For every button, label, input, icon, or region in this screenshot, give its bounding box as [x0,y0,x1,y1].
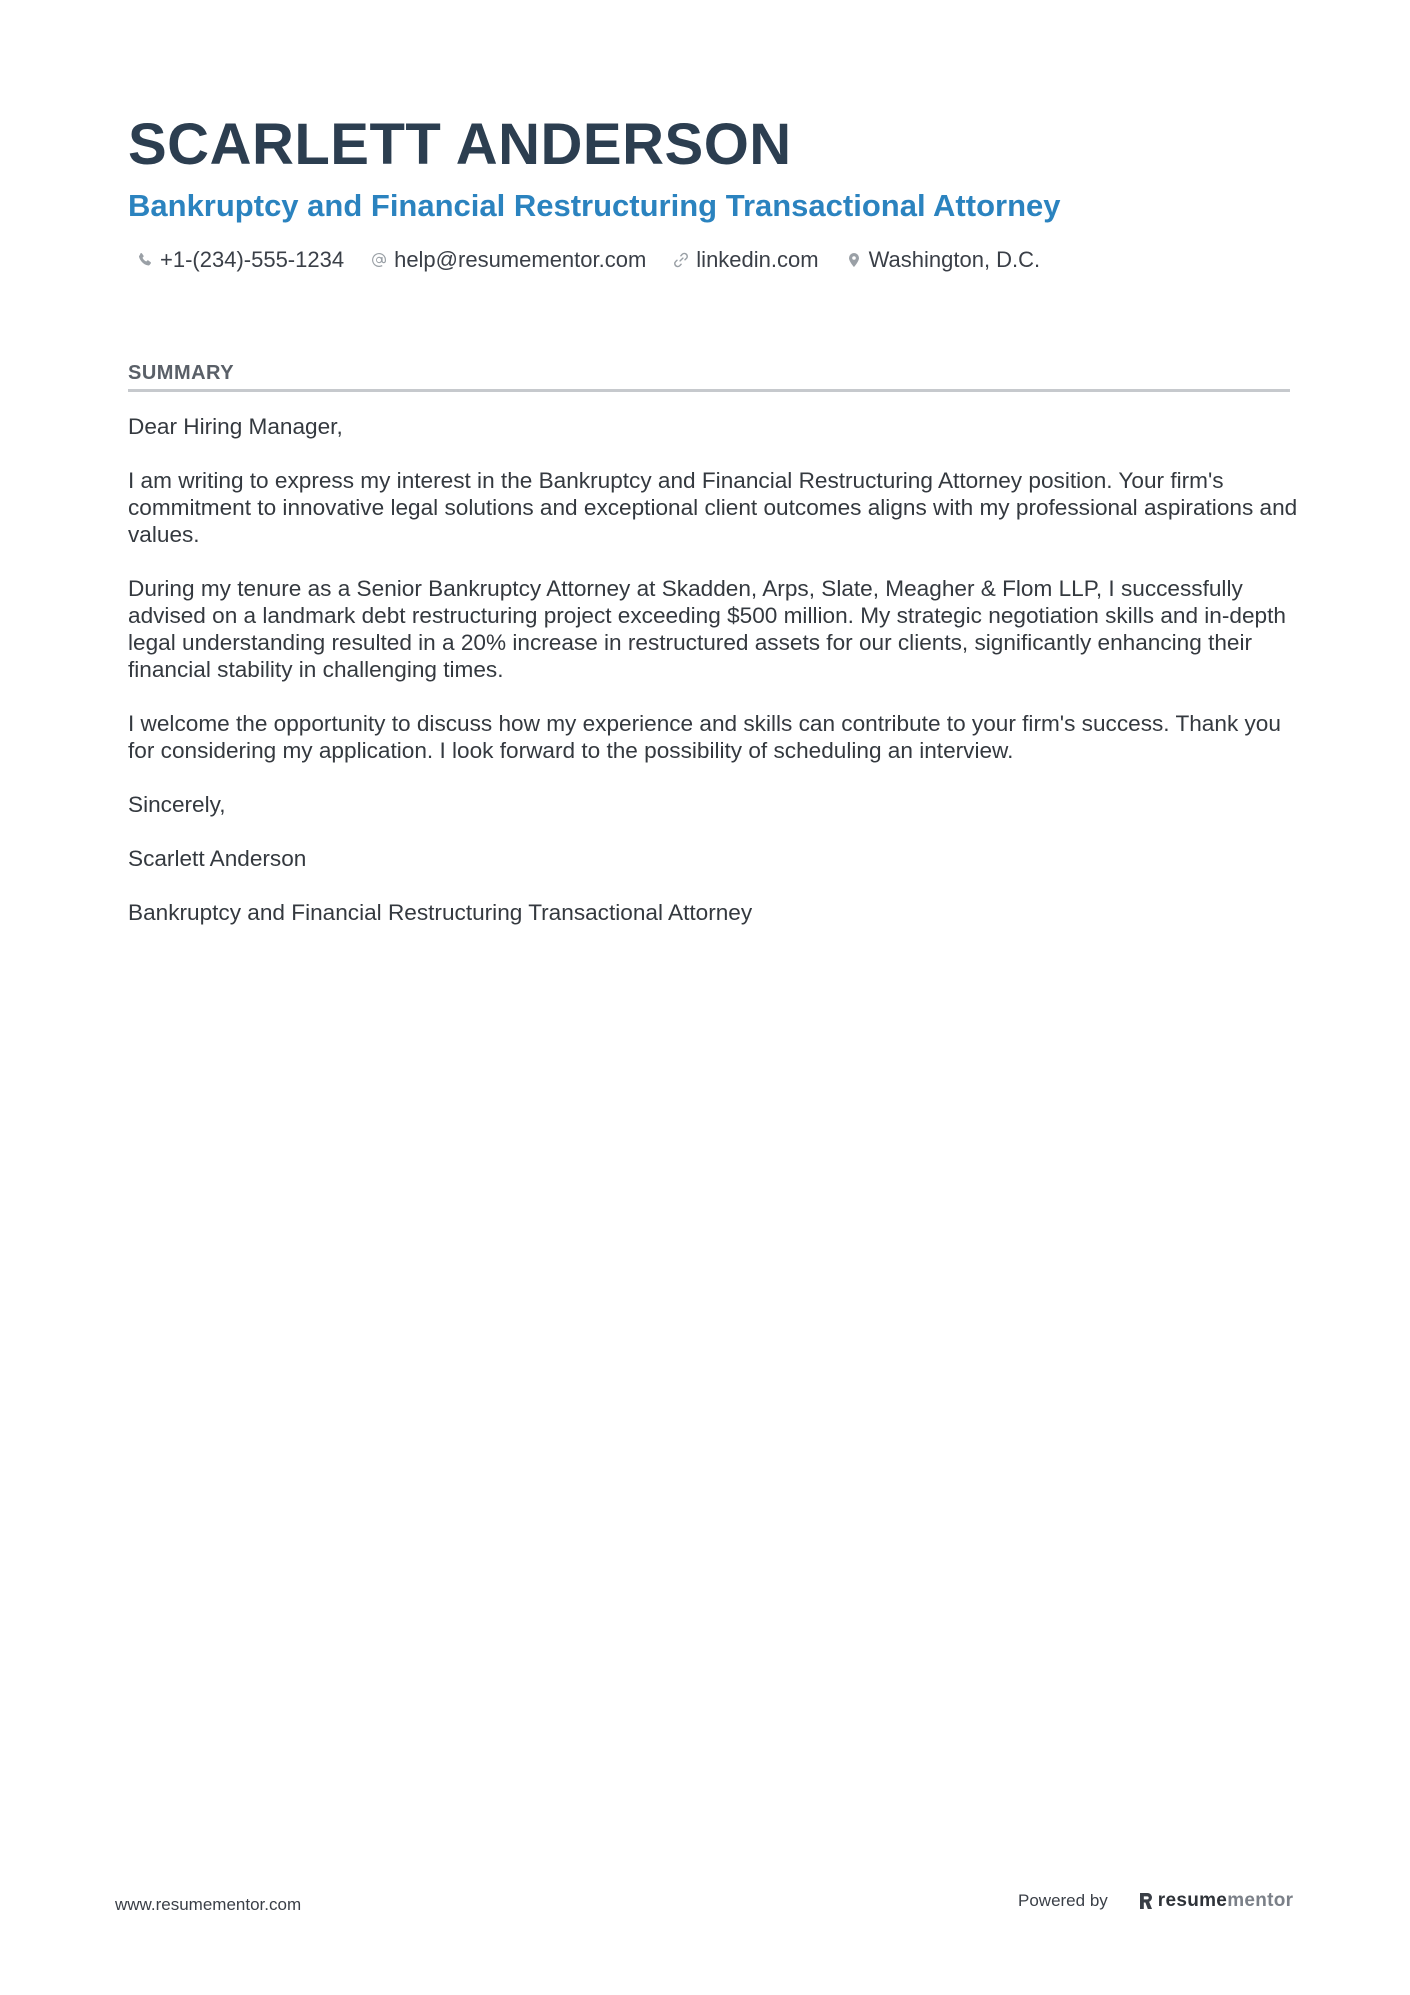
location-pin-icon [845,251,863,269]
resumementor-wordmark [1158,1889,1294,1913]
contact-linkedin-text[interactable]: linkedin.com [696,247,819,272]
contact-email[interactable] [370,245,646,275]
resumementor-logo-icon [1138,1891,1154,1911]
signature-name: Scarlett Anderson [128,846,307,871]
letter-paragraph: I welcome the opportunity to discuss how my experience and skills can contribute to your firm's success. Thank you for considering my application. I look forward to the possibility of scheduling an interview. [128,711,1281,763]
contact-location [845,245,1041,275]
link-icon [672,251,690,269]
footer-powered-by [1018,1889,1293,1913]
powered-by-label: Powered by [1018,1891,1108,1910]
phone-icon [136,251,154,269]
closing: Sincerely, [128,792,226,817]
letter-paragraph: I am writing to express my interest in the Bankruptcy and Financial Restructuring Attorney position. Your firm's commitment to innovative legal solutions and exceptional client outcomes aligns with my professional aspirations and values. [128,468,1298,547]
letter-paragraph: During my tenure as a Senior Bankruptcy Attorney at Skadden, Arps, Slate, Meagher & Flom LLP, I successfully advised on a landmark debt restructuring project exceeding $500 million. My strategic negotiation skills and in-depth legal understanding resulted in a 20% increase in restructured assets for our clients, significantly enhancing their financial stability in challenging times. [128,576,1286,682]
summary-heading: SUMMARY [128,360,1290,392]
salutation: Dear Hiring Manager, [128,414,343,439]
contact-phone-text: +1-(234)-555-1234 [160,247,345,272]
letter-body [128,413,1298,953]
candidate-job-title: Bankruptcy and Financial Restructuring Transactional Attorney [128,188,1061,223]
at-icon [370,251,388,269]
resumementor-logo[interactable] [1138,1889,1294,1913]
brand-bold-text: resume [1157,1890,1228,1911]
contact-linkedin[interactable] [672,245,818,275]
contact-location-text: Washington, D.C. [868,247,1041,272]
brand-light-text: mentor [1227,1890,1294,1911]
footer-website[interactable]: www.resumementor.com [115,1895,302,1914]
signature-title: Bankruptcy and Financial Restructuring Transactional Attorney [128,900,753,925]
contact-email-text[interactable]: help@resumementor.com [394,247,647,272]
contact-row [136,245,1066,275]
candidate-name: SCARLETT ANDERSON [128,112,792,177]
contact-phone [136,245,344,275]
